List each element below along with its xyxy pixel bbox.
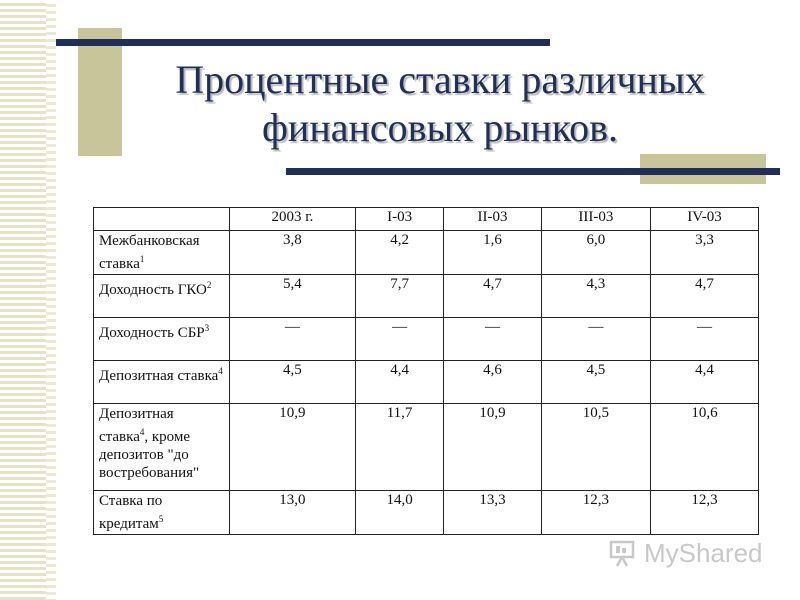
table-cell: 3,3 bbox=[651, 231, 759, 275]
table-cell: 4,5 bbox=[230, 361, 356, 404]
table-cell: 4,3 bbox=[541, 275, 650, 318]
row-label: Депозитная ставка$^4$, кроме депозитов "до востребования" bbox=[94, 404, 230, 491]
slide-title-line1: Процентные ставки различных bbox=[175, 57, 705, 102]
table-cell: 4,7 bbox=[444, 275, 541, 318]
table-header-cell: IV-03 bbox=[651, 208, 759, 231]
projector-screen-icon bbox=[608, 538, 638, 568]
table-row bbox=[94, 491, 759, 535]
footnote-marker: 5 bbox=[158, 514, 164, 524]
table-cell: 10,9 bbox=[230, 404, 356, 491]
table-cell: — bbox=[651, 318, 759, 361]
table-row bbox=[94, 361, 759, 404]
table-cell: — bbox=[541, 318, 650, 361]
table-cell: 4,7 bbox=[651, 275, 759, 318]
table-header-corner bbox=[94, 208, 230, 231]
table-header-cell: III-03 bbox=[541, 208, 650, 231]
table-cell: 13,0 bbox=[230, 491, 356, 535]
footnote-marker: 2 bbox=[206, 280, 212, 290]
table-row bbox=[94, 318, 759, 361]
table-cell: 4,4 bbox=[651, 361, 759, 404]
row-label: Межбанковская ставка$^1$ bbox=[94, 231, 230, 275]
table-cell: 13,3 bbox=[444, 491, 541, 535]
row-label: Доходность ГКО$^2$ bbox=[94, 275, 230, 318]
table-cell: — bbox=[444, 318, 541, 361]
table-cell: 7,7 bbox=[355, 275, 444, 318]
table-cell: 4,6 bbox=[444, 361, 541, 404]
footnote-marker: 3 bbox=[204, 323, 210, 333]
decorative-block-left bbox=[78, 28, 122, 156]
table-cell: 6,0 bbox=[541, 231, 650, 275]
table-row bbox=[94, 231, 759, 275]
table-cell: 12,3 bbox=[651, 491, 759, 535]
table-cell: 4,4 bbox=[355, 361, 444, 404]
watermark-text: MyShared bbox=[644, 537, 763, 568]
footnote-marker: 4 bbox=[218, 366, 223, 376]
decorative-line-bottom bbox=[286, 168, 780, 175]
slide-title-line2: финансовых рынков. bbox=[262, 105, 618, 150]
table-header-cell: I-03 bbox=[355, 208, 444, 231]
table-header-row bbox=[94, 208, 759, 231]
table-cell: — bbox=[230, 318, 356, 361]
table-cell: 3,8 bbox=[230, 231, 356, 275]
table-cell: 10,6 bbox=[651, 404, 759, 491]
table-cell: 11,7 bbox=[355, 404, 444, 491]
table-header-cell: II-03 bbox=[444, 208, 541, 231]
interest-rates-table bbox=[93, 207, 759, 535]
row-label: Доходность СБР$^3$ bbox=[94, 318, 230, 361]
footnote-marker: 4 bbox=[139, 427, 145, 437]
table-row bbox=[94, 404, 759, 491]
table-cell: 1,6 bbox=[444, 231, 541, 275]
table-cell: — bbox=[355, 318, 444, 361]
slide-title bbox=[120, 56, 760, 152]
table-cell: 14,0 bbox=[355, 491, 444, 535]
row-label: Ставка по кредитам$^5$ bbox=[94, 491, 230, 535]
table-cell: 5,4 bbox=[230, 275, 356, 318]
table-cell: 4,5 bbox=[541, 361, 650, 404]
table-cell: 10,9 bbox=[444, 404, 541, 491]
table-cell: 12,3 bbox=[541, 491, 650, 535]
decorative-line-top bbox=[56, 39, 550, 46]
table-cell: 4,2 bbox=[355, 231, 444, 275]
row-label: Депозитная ставка$^4$ bbox=[94, 361, 230, 404]
table-cell: 10,5 bbox=[541, 404, 650, 491]
myshared-watermark bbox=[608, 536, 763, 570]
decorative-stripes bbox=[0, 0, 56, 600]
table-row bbox=[94, 275, 759, 318]
table-header-cell: 2003 г. bbox=[230, 208, 356, 231]
footnote-marker: 1 bbox=[139, 254, 145, 264]
